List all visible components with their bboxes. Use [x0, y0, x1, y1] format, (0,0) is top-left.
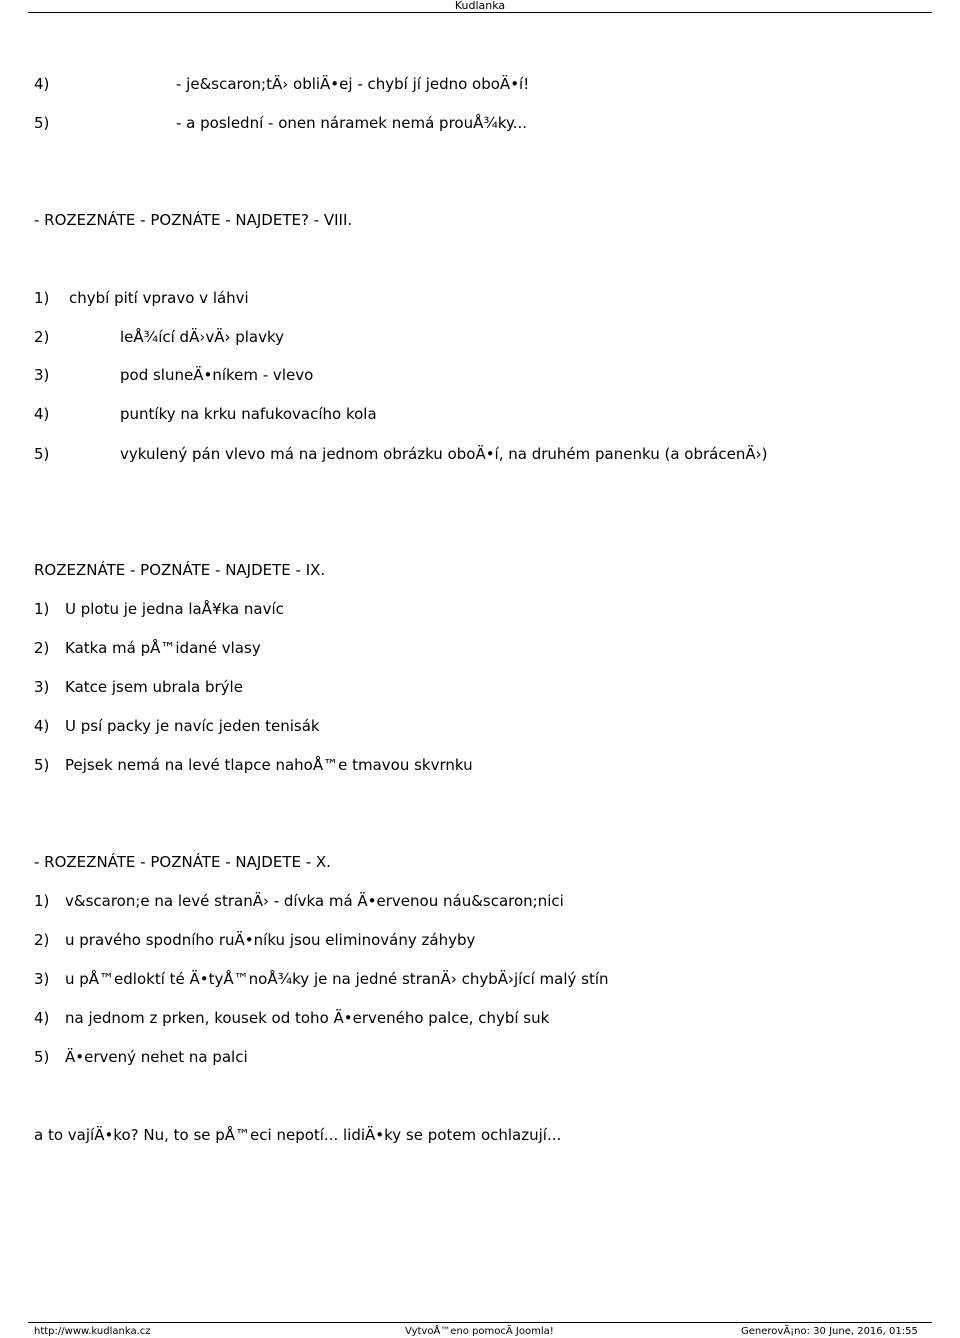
- list-item: [34, 445, 767, 463]
- item-number: 4): [34, 405, 50, 423]
- list-item: [34, 114, 527, 132]
- item-text: Ä•ervený nehet na palci: [65, 1048, 248, 1066]
- list-item: [34, 678, 243, 696]
- item-text: U plotu je jedna laÅ¥ka navíc: [65, 600, 284, 618]
- item-number: 1): [34, 600, 50, 618]
- item-text: Katce jsem ubrala brýle: [65, 678, 243, 696]
- list-item: [34, 756, 473, 774]
- item-text: puntíky na krku nafukovacího kola: [120, 405, 377, 423]
- list-item: [34, 892, 564, 910]
- list-item: [34, 600, 284, 618]
- section-heading-x: - ROZEZNÁTE - POZNÁTE - NAJDETE - X.: [34, 853, 331, 871]
- list-item: [34, 405, 377, 423]
- list-item: [34, 328, 284, 346]
- item-number: 4): [34, 717, 50, 735]
- item-text: leÅ¾ící dÄ›vÄ› plavky: [120, 328, 285, 346]
- item-text: - je&scaron;tÄ› obliÄ•ej - chybí jí jedno oboÄ•í!: [176, 75, 530, 93]
- item-number: 3): [34, 678, 50, 696]
- list-item: [34, 639, 261, 657]
- item-number: 1): [34, 892, 50, 910]
- item-text: u pÅ™edloktí té Ä•tyÅ™noÅ¾ky je na jedné stranÄ› chybÄ›jící malý stín: [65, 970, 609, 988]
- footer-generator: VytvoÅ™eno pomocÃ Joomla!: [405, 1326, 554, 1337]
- list-item: [34, 75, 529, 93]
- item-number: 5): [34, 1048, 50, 1066]
- list-item: [34, 366, 313, 384]
- item-text: u pravého spodního ruÄ•níku jsou eliminovány záhyby: [65, 931, 476, 949]
- section-heading-ix: ROZEZNÁTE - POZNÁTE - NAJDETE - IX.: [34, 561, 326, 579]
- list-item: [34, 931, 475, 949]
- item-text: - a poslední - onen náramek nemá prouÅ¾ky...: [176, 114, 528, 132]
- item-number: 5): [34, 445, 50, 463]
- item-number: 3): [34, 970, 50, 988]
- footer-divider: [28, 1322, 932, 1323]
- item-text: Pejsek nemá na levé tlapce nahoÅ™e tmavou skvrnku: [65, 756, 473, 774]
- item-number: 3): [34, 366, 50, 384]
- list-item: [34, 1048, 248, 1066]
- item-text: Katka má pÅ™idané vlasy: [65, 639, 261, 657]
- item-number: 5): [34, 114, 50, 132]
- item-text: na jednom z prken, kousek od toho Ä•erveného palce, chybí suk: [65, 1009, 550, 1027]
- footer-timestamp: GenerovÃ¡no: 30 June, 2016, 01:55: [741, 1326, 918, 1337]
- item-number: 1): [34, 289, 50, 307]
- footer-site-link[interactable]: http://www.kudlanka.cz: [34, 1326, 151, 1337]
- page-header-title: Kudlanka: [454, 0, 506, 12]
- list-item: [34, 717, 320, 735]
- item-text: v&scaron;e na levé stranÄ› - dívka má Ä•ervenou náu&scaron;nici: [65, 892, 564, 910]
- item-text: vykulený pán vlevo má na jednom obrázku oboÄ•í, na druhém panenku (a obrácenÄ›): [120, 445, 768, 463]
- section-heading-viii: - ROZEZNÁTE - POZNÁTE - NAJDETE? - VIII.: [34, 211, 353, 229]
- list-item: [34, 970, 609, 988]
- item-number: 4): [34, 75, 50, 93]
- item-text: U psí packy je navíc jeden tenisák: [65, 717, 320, 735]
- item-text: chybí pití vpravo v láhvi: [69, 289, 249, 307]
- item-number: 2): [34, 639, 50, 657]
- item-text: pod sluneÄ•níkem - vlevo: [120, 366, 314, 384]
- list-item: [34, 289, 249, 307]
- item-number: 2): [34, 328, 50, 346]
- closing-text: a to vajíÄ•ko? Nu, to se pÅ™eci nepotí... lidiÄ•ky se potem ochlazují...: [34, 1126, 562, 1144]
- header-divider: [28, 12, 932, 13]
- list-item: [34, 1009, 549, 1027]
- item-number: 4): [34, 1009, 50, 1027]
- item-number: 5): [34, 756, 50, 774]
- item-number: 2): [34, 931, 50, 949]
